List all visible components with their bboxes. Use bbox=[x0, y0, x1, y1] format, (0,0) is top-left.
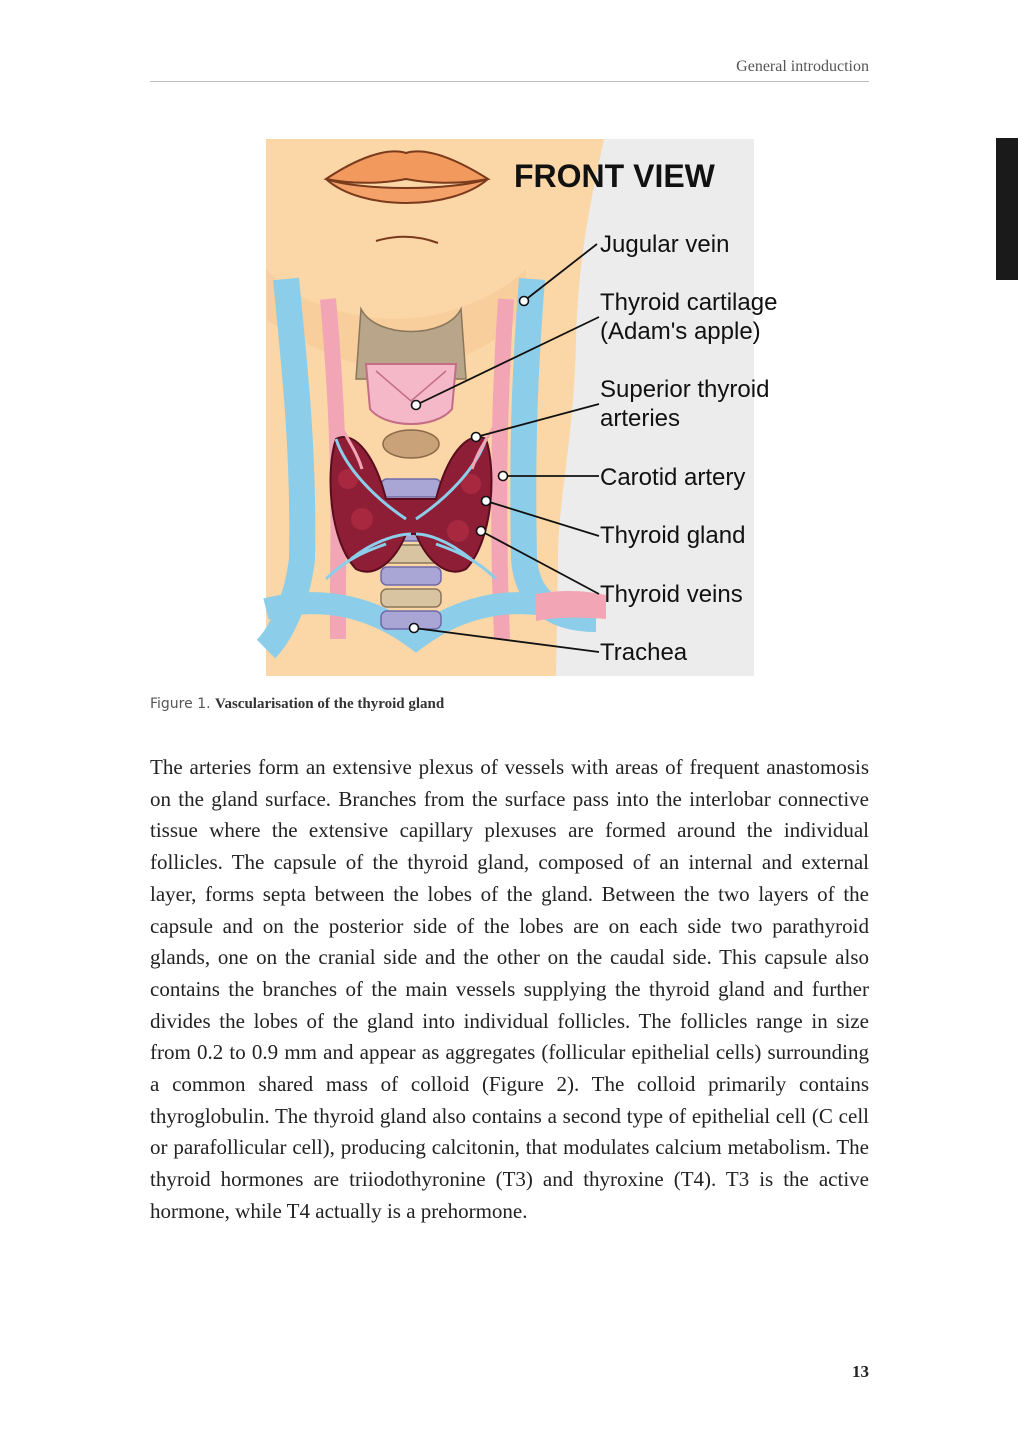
label-superior-thyroid: Superior thyroid bbox=[600, 376, 770, 403]
cricoid-cartilage bbox=[383, 430, 439, 458]
label-trachea: Trachea bbox=[600, 639, 688, 666]
trachea-ring bbox=[381, 479, 441, 497]
body-paragraph: The arteries form an extensive plexus of vessels with areas of frequent anastomosis on the gland surface. Branches from the surface pass into the interlobar connective tissue where the extensive capillary plexuses are formed around the individual follicles. The capsule of the thyroid gland, composed of an internal and external layer, forms septa between the lobes of the gland. Between the two layers of the capsule and on the posterior side of the lobes are on each side two parathyroid glands, one on the cranial side and the other on the caudal side. This capsule also contains the branches of the main vessels supplying the thyroid gland and further divides the lobes of the gland into individual follicles. The follicles range in size from 0.2 to 0.9 mm and appear as aggregates (follicular epithelial cells) surrounding a common shared mass of colloid (Figure 2). The colloid primarily contains thyroglobulin. The thyroid gland also contains a second type of epithelial cell (C cell or parafollicular cell), producing calcitonin, that modulates calcium metabolism. The thyroid hormones are triiodothyronine (T3) and thyroxine (T4). T3 is the active hormone, while T4 actually is a prehormone. bbox=[150, 755, 869, 1223]
caption-title: Vascularisation of the thyroid gland bbox=[215, 696, 445, 712]
gland-lobule bbox=[447, 520, 469, 542]
label-thyroid-cartilage: Thyroid cartilage bbox=[600, 289, 778, 316]
header-rule bbox=[150, 81, 869, 82]
label-thyroid-gland: Thyroid gland bbox=[600, 522, 746, 549]
label-jugular-vein: Jugular vein bbox=[600, 231, 730, 258]
label-thyroid-veins: Thyroid veins bbox=[600, 581, 743, 608]
label-adams-apple: (Adam's apple) bbox=[600, 318, 761, 345]
figure-heading: FRONT VIEW bbox=[514, 158, 715, 194]
thyroid-illustration bbox=[266, 139, 778, 676]
figure-caption bbox=[150, 696, 869, 713]
gland-lobule bbox=[351, 508, 373, 530]
right-carotid-artery bbox=[499, 299, 506, 639]
running-head: General introduction bbox=[736, 58, 869, 75]
chapter-thumb-tab bbox=[996, 138, 1018, 280]
label-carotid-artery: Carotid artery bbox=[600, 464, 746, 491]
caption-label: Figure 1. bbox=[150, 696, 211, 712]
page-number: 13 bbox=[852, 1362, 869, 1381]
subclavian-artery bbox=[536, 591, 606, 621]
trachea-ring bbox=[381, 567, 441, 585]
thyroid-figure bbox=[266, 139, 778, 676]
label-arteries: arteries bbox=[600, 405, 681, 432]
thyroid-cartilage bbox=[366, 364, 456, 424]
trachea-ring bbox=[381, 589, 441, 607]
